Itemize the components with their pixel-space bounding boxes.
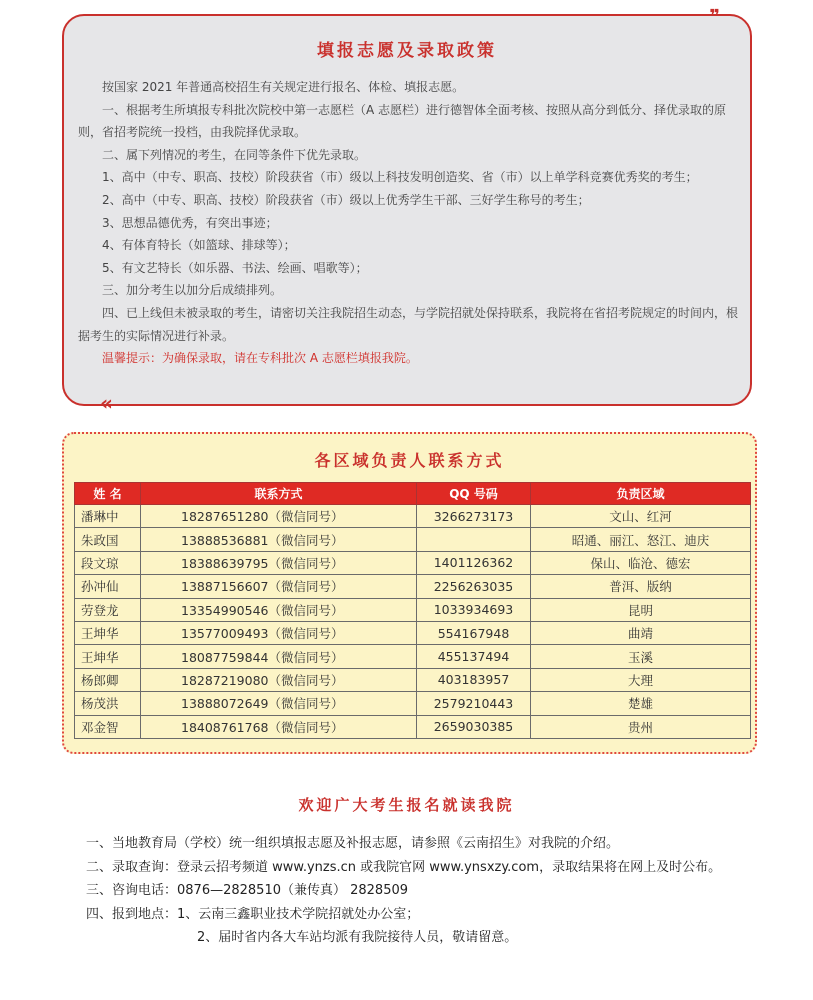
contact-name: 杨茂洪 bbox=[75, 692, 141, 715]
policy-paragraph: 按国家 2021 年普通高校招生有关规定进行报名、体检、填报志愿。 bbox=[102, 80, 465, 94]
header-phone: 联系方式 bbox=[141, 483, 417, 505]
contact-name: 杨郎卿 bbox=[75, 668, 141, 691]
table-row bbox=[75, 668, 751, 691]
contact-qq: 403183957 bbox=[417, 668, 531, 691]
contact-area: 保山、临沧、德宏 bbox=[531, 551, 751, 574]
contact-area: 大理 bbox=[531, 668, 751, 691]
contact-name: 邓金智 bbox=[75, 715, 141, 738]
policy-paragraph: 1、高中（中专、职高、技校）阶段获省（市）级以上科技发明创造奖、省（市）以上单学科竞赛优秀奖的考生； bbox=[102, 170, 698, 185]
welcome-body bbox=[60, 832, 760, 950]
contact-qq bbox=[417, 528, 531, 551]
contact-area: 曲靖 bbox=[531, 621, 751, 644]
policy-paragraph: 三、加分考生以加分后成绩排列。 bbox=[102, 283, 283, 298]
contact-phone: 13354990546（微信同号） bbox=[141, 598, 417, 621]
policy-paragraph: 5、有文艺特长（如乐器、书法、绘画、唱歌等）； bbox=[102, 260, 368, 275]
chevron-left-double-icon: « bbox=[100, 391, 113, 415]
policy-paragraph: 二、属下列情况的考生，在同等条件下优先录取。 bbox=[102, 147, 367, 162]
table-row bbox=[75, 645, 751, 668]
contact-title: 各区域负责人联系方式 bbox=[314, 451, 505, 470]
contact-qq: 2579210443 bbox=[417, 692, 531, 715]
policy-body bbox=[78, 76, 738, 370]
policy-paragraph: 四、已上线但未被录取的考生，请密切关注我院招生动态，与学院招就处保持联系，我院将在省招考院规定的时间内，根据考生的实际情况进行补录。 bbox=[78, 305, 739, 343]
table-row bbox=[75, 598, 751, 621]
contact-qq: 1401126362 bbox=[417, 551, 531, 574]
contact-area: 普洱、版纳 bbox=[531, 575, 751, 598]
welcome-line: 三、咨询电话：0876—2828510（兼传真） 2828509 bbox=[86, 883, 409, 898]
contact-name: 朱政国 bbox=[75, 528, 141, 551]
contact-area: 昆明 bbox=[531, 598, 751, 621]
header-qq: QQ 号码 bbox=[417, 483, 531, 505]
contact-phone: 18287219080（微信同号） bbox=[141, 668, 417, 691]
policy-box bbox=[62, 6, 752, 415]
contact-phone: 18388639795（微信同号） bbox=[141, 551, 417, 574]
table-row bbox=[75, 575, 751, 598]
contact-area: 文山、红河 bbox=[531, 505, 751, 528]
header-area: 负责区域 bbox=[531, 483, 751, 505]
contact-qq: 455137494 bbox=[417, 645, 531, 668]
table-row bbox=[75, 692, 751, 715]
contact-name: 段文琼 bbox=[75, 551, 141, 574]
contact-qq: 3266273173 bbox=[417, 505, 531, 528]
warm-tip: 温馨提示：为确保录取，请在专科批次 A 志愿栏填报我院。 bbox=[102, 351, 418, 366]
welcome-line: 四、报到地点：1、云南三鑫职业技术学院招就处办公室； bbox=[86, 906, 420, 922]
contact-phone: 13887156607（微信同号） bbox=[141, 575, 417, 598]
policy-paragraph: 一、根据考生所填报专科批次院校中第一志愿栏（A 志愿栏）进行德智体全面考核、按照从高分到低分、择优录取的原则，省招考院统一投档，由我院择优录取。 bbox=[78, 102, 727, 140]
contact-phone: 18287651280（微信同号） bbox=[141, 505, 417, 528]
contact-box bbox=[62, 432, 757, 754]
contact-qq: 554167948 bbox=[417, 621, 531, 644]
welcome-title: 欢迎广大考生报名就读我院 bbox=[298, 796, 515, 814]
welcome-line: 二、录取查询：登录云招考频道 www.ynzs.cn 或我院官网 www.ynsxzy.com，录取结果将在网上及时公布。 bbox=[86, 859, 722, 875]
table-row bbox=[75, 621, 751, 644]
contact-phone: 13888072649（微信同号） bbox=[141, 692, 417, 715]
contact-qq: 2256263035 bbox=[417, 575, 531, 598]
contact-phone: 18087759844（微信同号） bbox=[141, 645, 417, 668]
contact-phone: 13577009493（微信同号） bbox=[141, 621, 417, 644]
contact-name: 王坤华 bbox=[75, 645, 141, 668]
table-row bbox=[75, 551, 751, 574]
policy-paragraph: 3、思想品德优秀，有突出事迹； bbox=[102, 215, 278, 230]
contact-name: 孙冲仙 bbox=[75, 575, 141, 598]
table-row bbox=[75, 505, 751, 528]
header-name: 姓 名 bbox=[75, 483, 141, 505]
quote-decoration-icon: ❞ bbox=[709, 6, 720, 27]
table-row bbox=[75, 528, 751, 551]
welcome-line: 一、当地教育局（学校）统一组织填报志愿及补报志愿，请参照《云南招生》对我院的介绍。 bbox=[86, 836, 620, 851]
contact-table bbox=[74, 482, 751, 739]
policy-title: 填报志愿及录取政策 bbox=[317, 41, 497, 61]
contact-area: 玉溪 bbox=[531, 645, 751, 668]
contact-area: 贵州 bbox=[531, 715, 751, 738]
table-header-row bbox=[75, 483, 751, 505]
contact-qq: 1033934693 bbox=[417, 598, 531, 621]
contact-area: 昭通、丽江、怒江、迪庆 bbox=[531, 528, 751, 551]
contact-area: 楚雄 bbox=[531, 692, 751, 715]
policy-paragraph: 2、高中（中专、职高、技校）阶段获省（市）级以上优秀学生干部、三好学生称号的考生； bbox=[102, 192, 590, 207]
contact-qq: 2659030385 bbox=[417, 715, 531, 738]
policy-paragraph: 4、有体育特长（如篮球、排球等）； bbox=[102, 238, 296, 253]
contact-name: 潘琳中 bbox=[75, 505, 141, 528]
contact-phone: 18408761768（微信同号） bbox=[141, 715, 417, 738]
contact-phone: 13888536881（微信同号） bbox=[141, 528, 417, 551]
welcome-line: 2、届时省内各大车站均派有我院接待人员，敬请留意。 bbox=[197, 930, 518, 945]
contact-name: 劳登龙 bbox=[75, 598, 141, 621]
table-row bbox=[75, 715, 751, 738]
contact-name: 王坤华 bbox=[75, 621, 141, 644]
